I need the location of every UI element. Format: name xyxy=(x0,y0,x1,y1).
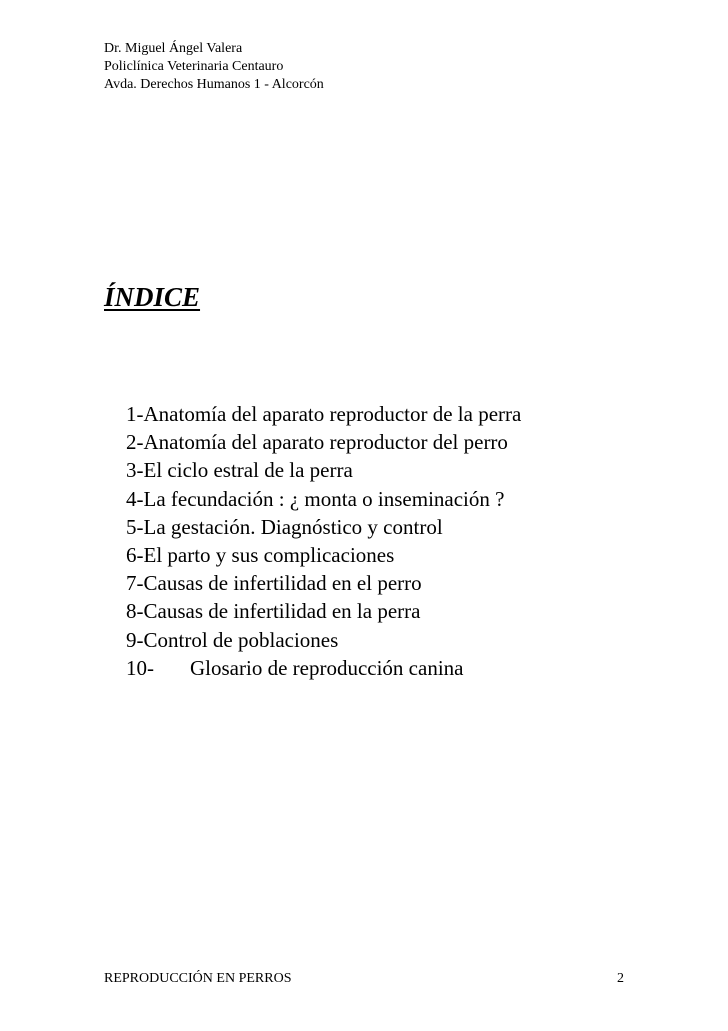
toc-item xyxy=(126,654,521,682)
toc-item-number: 6- xyxy=(126,543,144,568)
toc-item-number: 8- xyxy=(126,599,144,624)
toc-item-text: La gestación. Diagnóstico y control xyxy=(143,514,443,539)
footer-document-title: REPRODUCCIÓN EN PERROS xyxy=(104,971,292,986)
toc-item-text: Control de poblaciones xyxy=(143,627,339,652)
page-number: 2 xyxy=(617,971,624,986)
toc-item xyxy=(126,513,521,541)
toc-item xyxy=(126,597,521,625)
page-footer xyxy=(104,970,624,988)
toc-item-text: Anatomía del aparato reproductor de la perra xyxy=(143,402,522,426)
toc-item-text: Anatomía del aparato reproductor del perro xyxy=(143,430,508,455)
toc-item-number: 7- xyxy=(126,571,144,596)
toc-item-text: El ciclo estral de la perra xyxy=(143,458,353,483)
clinic-name: Policlínica Veterinaria Centauro xyxy=(104,59,284,74)
toc-item-text: El parto y sus complicaciones xyxy=(143,543,395,568)
table-of-contents xyxy=(126,400,521,682)
author-name: Dr. Miguel Ángel Valera xyxy=(104,41,243,56)
toc-item-text: Causas de infertilidad en el perro xyxy=(143,571,422,596)
toc-item xyxy=(126,400,521,428)
toc-item xyxy=(126,428,521,456)
toc-item-number: 2- xyxy=(126,430,144,455)
toc-item-number: 5- xyxy=(126,514,144,539)
toc-item xyxy=(126,541,521,569)
toc-item xyxy=(126,569,521,597)
toc-item-text: La fecundación : ¿ monta o inseminación ? xyxy=(143,486,505,511)
clinic-address: Avda. Derechos Humanos 1 - Alcorcón xyxy=(104,77,324,92)
toc-item-number: 9- xyxy=(126,627,144,652)
toc-item-number: 10- xyxy=(126,655,154,680)
document-header xyxy=(104,40,324,94)
page-title: ÍNDICE xyxy=(104,282,201,312)
toc-item-number: 3- xyxy=(126,458,144,483)
toc-item xyxy=(126,485,521,513)
toc-item-text: Causas de infertilidad en la perra xyxy=(143,599,421,624)
toc-item-number: 1- xyxy=(126,402,144,426)
toc-item-number: 4- xyxy=(126,486,144,511)
toc-item xyxy=(126,626,521,654)
toc-item xyxy=(126,456,521,484)
toc-item-text: Glosario de reproducción canina xyxy=(190,655,464,680)
